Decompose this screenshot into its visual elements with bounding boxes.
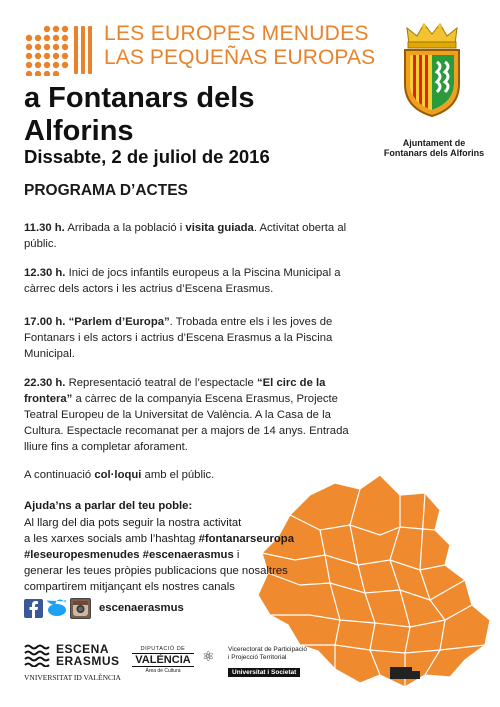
item-bold: “Parlem d’Europa” (68, 316, 170, 328)
dip-line-3: Àrea de Cultura (145, 668, 181, 674)
program-item (24, 265, 354, 297)
item-time: 22.30 h. (24, 377, 66, 389)
dip-line-2: VALÈNCIA (132, 653, 194, 667)
item-text: a la Piscina Municipal a càrrec dels actors i les actrius d’Escena Erasmus. (24, 267, 341, 295)
logo-dot (26, 44, 32, 50)
dip-line-1: DIPUTACIÓ DE (140, 646, 186, 652)
social-links (24, 597, 184, 619)
logo-dot (53, 26, 59, 32)
logo-dot (35, 35, 41, 41)
hashtag-link[interactable]: #fontanarseuropa (198, 533, 294, 545)
help-line: compartirem mitjançant els nostres canals (24, 581, 235, 593)
coat-of-arms-icon (397, 22, 467, 118)
help-heading: Ajuda’ns a parlar del teu poble: (24, 500, 193, 512)
logo-dot (44, 71, 50, 76)
logo-dot (62, 44, 68, 50)
item-bold: visita guiada (185, 222, 254, 234)
logo-dot (53, 35, 59, 41)
logo-dot (62, 53, 68, 59)
escena-line-3: VNIVERSITAT ID VALÈNCIA (24, 673, 121, 682)
logo-dot (53, 62, 59, 68)
brand-line-1: LES EUROPES MENUDES (104, 22, 369, 45)
help-line: generar les teues pròpies publicacions que nosaltres (24, 565, 288, 577)
item-time: 17.00 h. (24, 316, 66, 328)
facebook-icon[interactable] (24, 599, 43, 618)
item-text: a càrrec de la companyia Escena Erasmus, Projecte Teatral Europeu de la Universitat de València. A la Casa de la Cultura. Espectacle recomanat per a majors de 14 anys. Entrada lliure fins a completar aforament. (24, 393, 349, 453)
logo-dot (44, 53, 50, 59)
logo-dot (26, 71, 32, 76)
event-date: Dissabte, 2 de juliol de 2016 (24, 146, 270, 167)
logo-dot (62, 62, 68, 68)
item-text: Representació teatral de l’espectacle (65, 377, 257, 389)
item-text: Inici de jocs infantils europeus (65, 267, 223, 279)
uv-line-2: i Projecció Territorial (228, 654, 287, 661)
help-line: i (233, 549, 240, 561)
item-bold: col·loqui (94, 469, 142, 481)
brand-line-2: LAS PEQUEÑAS EUROPAS (104, 46, 376, 69)
program-heading: PROGRAMA D’ACTES (24, 182, 188, 199)
council-line-1: Ajuntament de (402, 138, 466, 148)
escena-line-1: ESCENA (56, 642, 110, 656)
uv-line-1: Vicerectorat de Participació (228, 646, 308, 653)
logo-dot (35, 53, 41, 59)
item-text: . Trobada entre els i les joves de Fontanars i els actors i actrius d’Escena Erasmus a la Piscina Municipal. (24, 316, 333, 360)
item-time: 11.30 h. (24, 222, 65, 234)
item-bold: “El circ de la frontera” (24, 377, 326, 405)
les-europes-menudes-logo (25, 24, 95, 76)
help-line: a les xarxes socials amb l’hashtag (24, 533, 199, 545)
instagram-icon[interactable] (70, 598, 91, 619)
program-item (24, 220, 354, 252)
help-text (24, 515, 314, 595)
logo-dot (53, 71, 59, 76)
logo-dot (35, 44, 41, 50)
item-text: Arribada a la població i (64, 222, 186, 234)
uv-line-3: Universitat i Societat (228, 668, 300, 677)
escena-line-2: ERASMUS (56, 654, 120, 668)
logo-dot (53, 44, 59, 50)
logo-dot (35, 62, 41, 68)
item-text: amb el públic. (141, 469, 215, 481)
item-text: . Activitat oberta al públic. (24, 222, 347, 250)
program-item (24, 314, 354, 362)
logo-dot (44, 26, 50, 32)
page-title: a Fontanars dels Alforins (24, 82, 255, 147)
item-time: 12.30 h. (24, 267, 66, 279)
logo-dot (26, 53, 32, 59)
council-label (364, 138, 500, 158)
logo-dot (44, 62, 50, 68)
logo-dot (44, 35, 50, 41)
help-line: Al llarg del dia pots seguir la nostra activitat (24, 517, 242, 529)
hashtag-link[interactable]: #leseuropesmenudes #escenaerasmus (24, 549, 234, 561)
program-item (24, 375, 354, 455)
wave-icon (24, 643, 52, 667)
diputacio-logo (132, 646, 194, 674)
logo-dot (35, 71, 41, 76)
twitter-icon[interactable] (47, 599, 66, 618)
item-text: A continuació (24, 469, 95, 481)
logo-dot (26, 35, 32, 41)
logo-dot (26, 62, 32, 68)
social-handle[interactable]: escenaerasmus (99, 602, 184, 614)
logo-dot (44, 44, 50, 50)
logo-dot (62, 26, 68, 32)
logo-dot (53, 53, 59, 59)
logo-dot (62, 35, 68, 41)
council-line-2: Fontanars dels Alforins (383, 148, 485, 158)
university-seal-icon: ⚛ (202, 648, 215, 664)
